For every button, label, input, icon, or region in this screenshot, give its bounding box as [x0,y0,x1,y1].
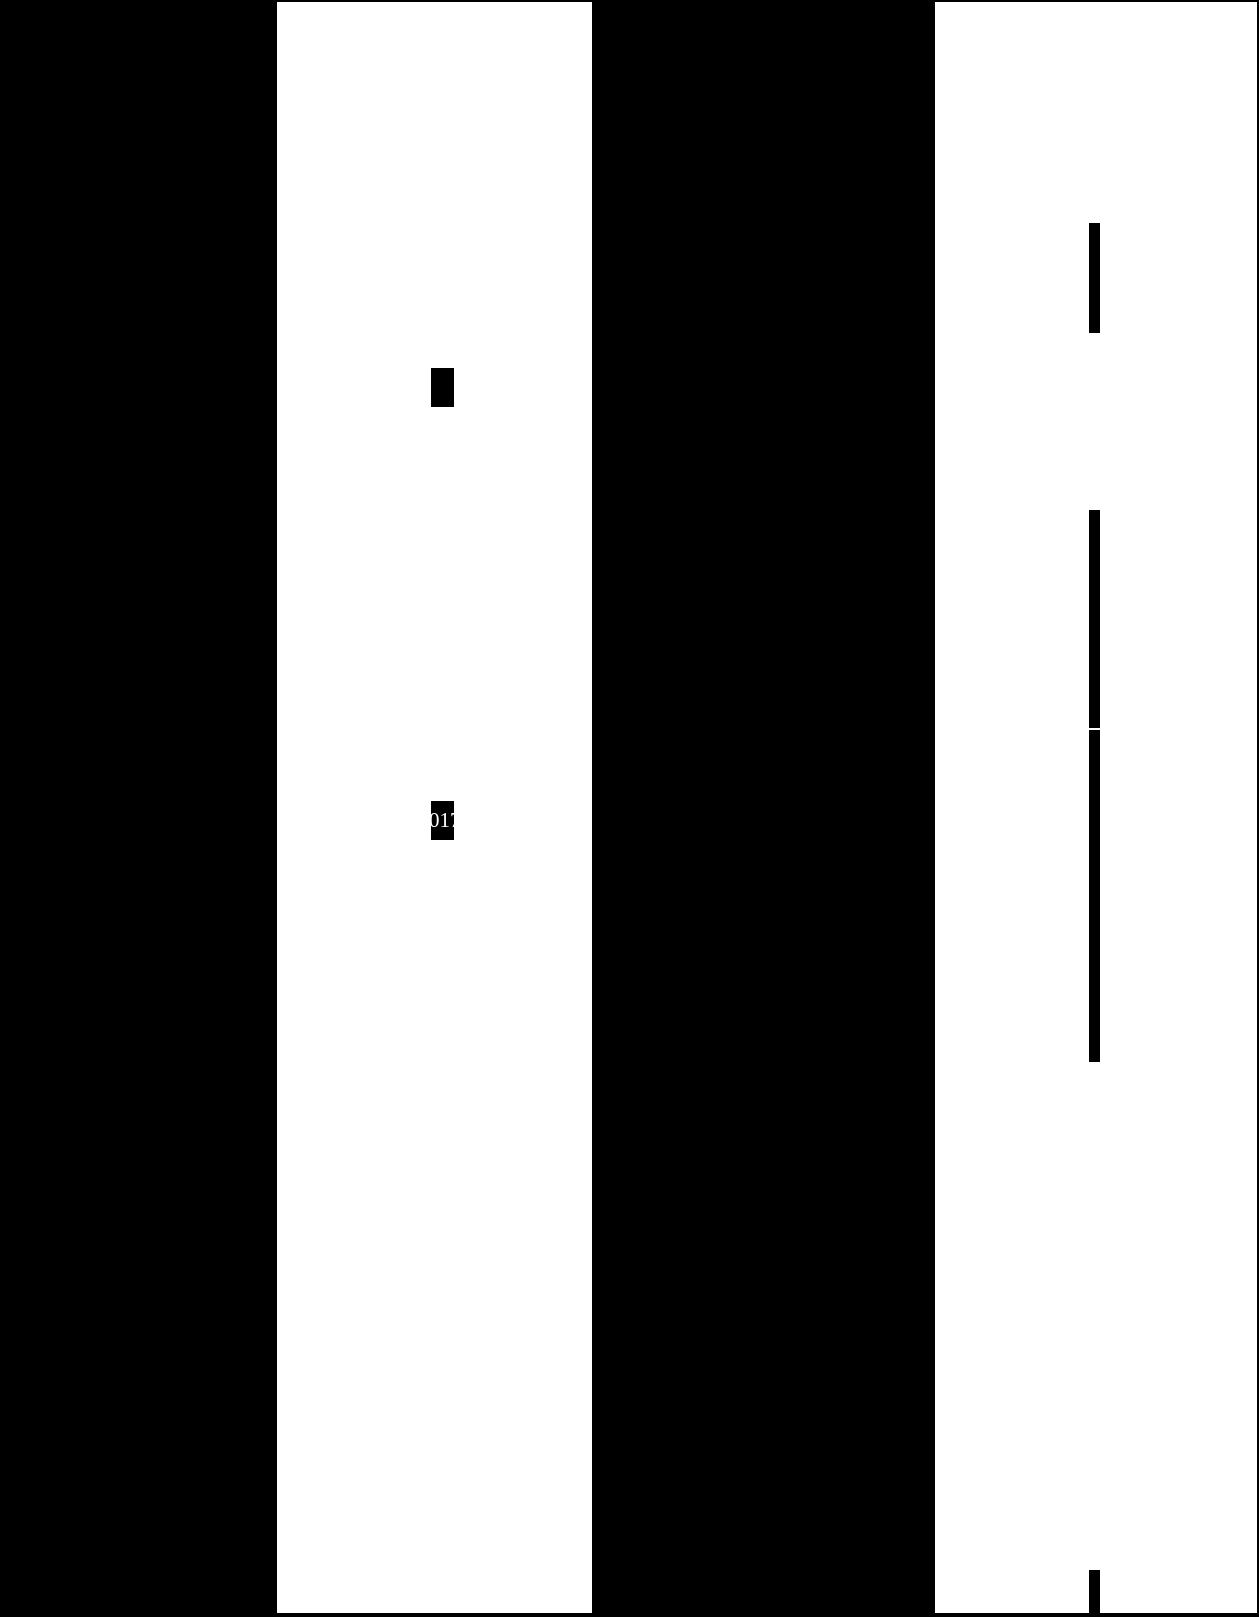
clipped-text-fragment: 017 [431,801,454,840]
redaction-bar [1089,510,1100,728]
redaction-bar [1089,730,1100,1062]
redaction-block [431,368,454,407]
redaction-bar [1089,223,1100,333]
redaction-bar [1089,1570,1100,1617]
